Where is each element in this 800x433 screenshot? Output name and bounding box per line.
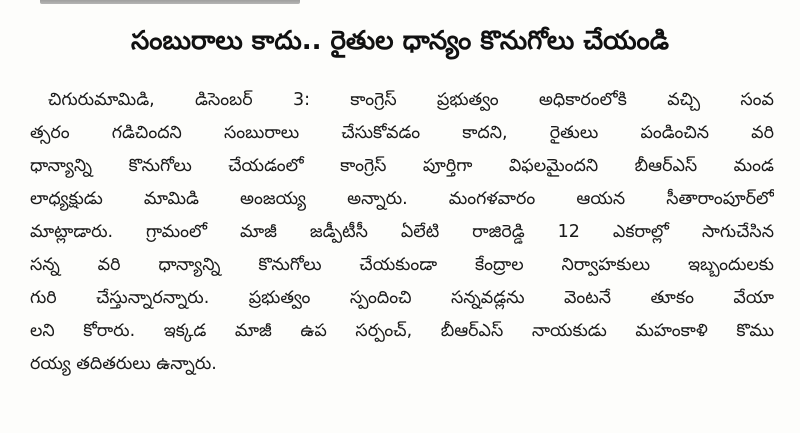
article-line: గురి చేస్తున్నారన్నారు. ప్రభుత్వం స్పందించి సన్నవడ్లను వెంటనే తూకం వేయా: [30, 288, 774, 308]
article-body: [30, 84, 774, 381]
article-line: రయ్య తదితరులు ఉన్నారు.: [30, 354, 217, 374]
article-line: త్సరం గడిచిందని సంబురాలు చేసుకోవడం కాదని, రైతులు పండించిన వరి: [30, 123, 774, 143]
article-line: సన్న వరి ధాన్యాన్ని కొనుగోలు చేయకుండా కేంద్రాల నిర్వాహకులు ఇబ్బందులకు: [30, 255, 774, 275]
article-line: మాట్లాడారు. గ్రామంలో మాజీ జడ్పీటీసీ ఏలేటి రాజిరెడ్డి 12 ఎకరాల్లో సాగుచేసిన: [30, 222, 774, 242]
cut-off-text-fragment: [40, 0, 300, 4]
article-headline: సంబురాలు కాదు.. రైతుల ధాన్యం కొనుగోలు చేయండి: [131, 26, 669, 56]
article-line: లాధ్యక్షుడు మామిడి అంజయ్య అన్నారు. మంగళవారం ఆయన సీతారాంపూర్‌లో: [30, 189, 774, 209]
article-line: లని కోరారు. ఇక్కడ మాజీ ఉప సర్పంచ్, బీఆర్ఎస్ నాయకుడు మహంకాళి కొము: [30, 321, 774, 341]
clipping-top-edge: [0, 0, 800, 12]
article-line: ధాన్యాన్ని కొనుగోలు చేయడంలో కాంగ్రెస్ పూర్తిగా విఫలమైందని బీఆర్ఎస్ మండ: [30, 156, 774, 176]
article-line: చిగురుమామిడి, డిసెంబర్ 3: కాంగ్రెస్ ప్రభుత్వం అధికారంలోకి వచ్చి సంవ: [48, 90, 774, 110]
